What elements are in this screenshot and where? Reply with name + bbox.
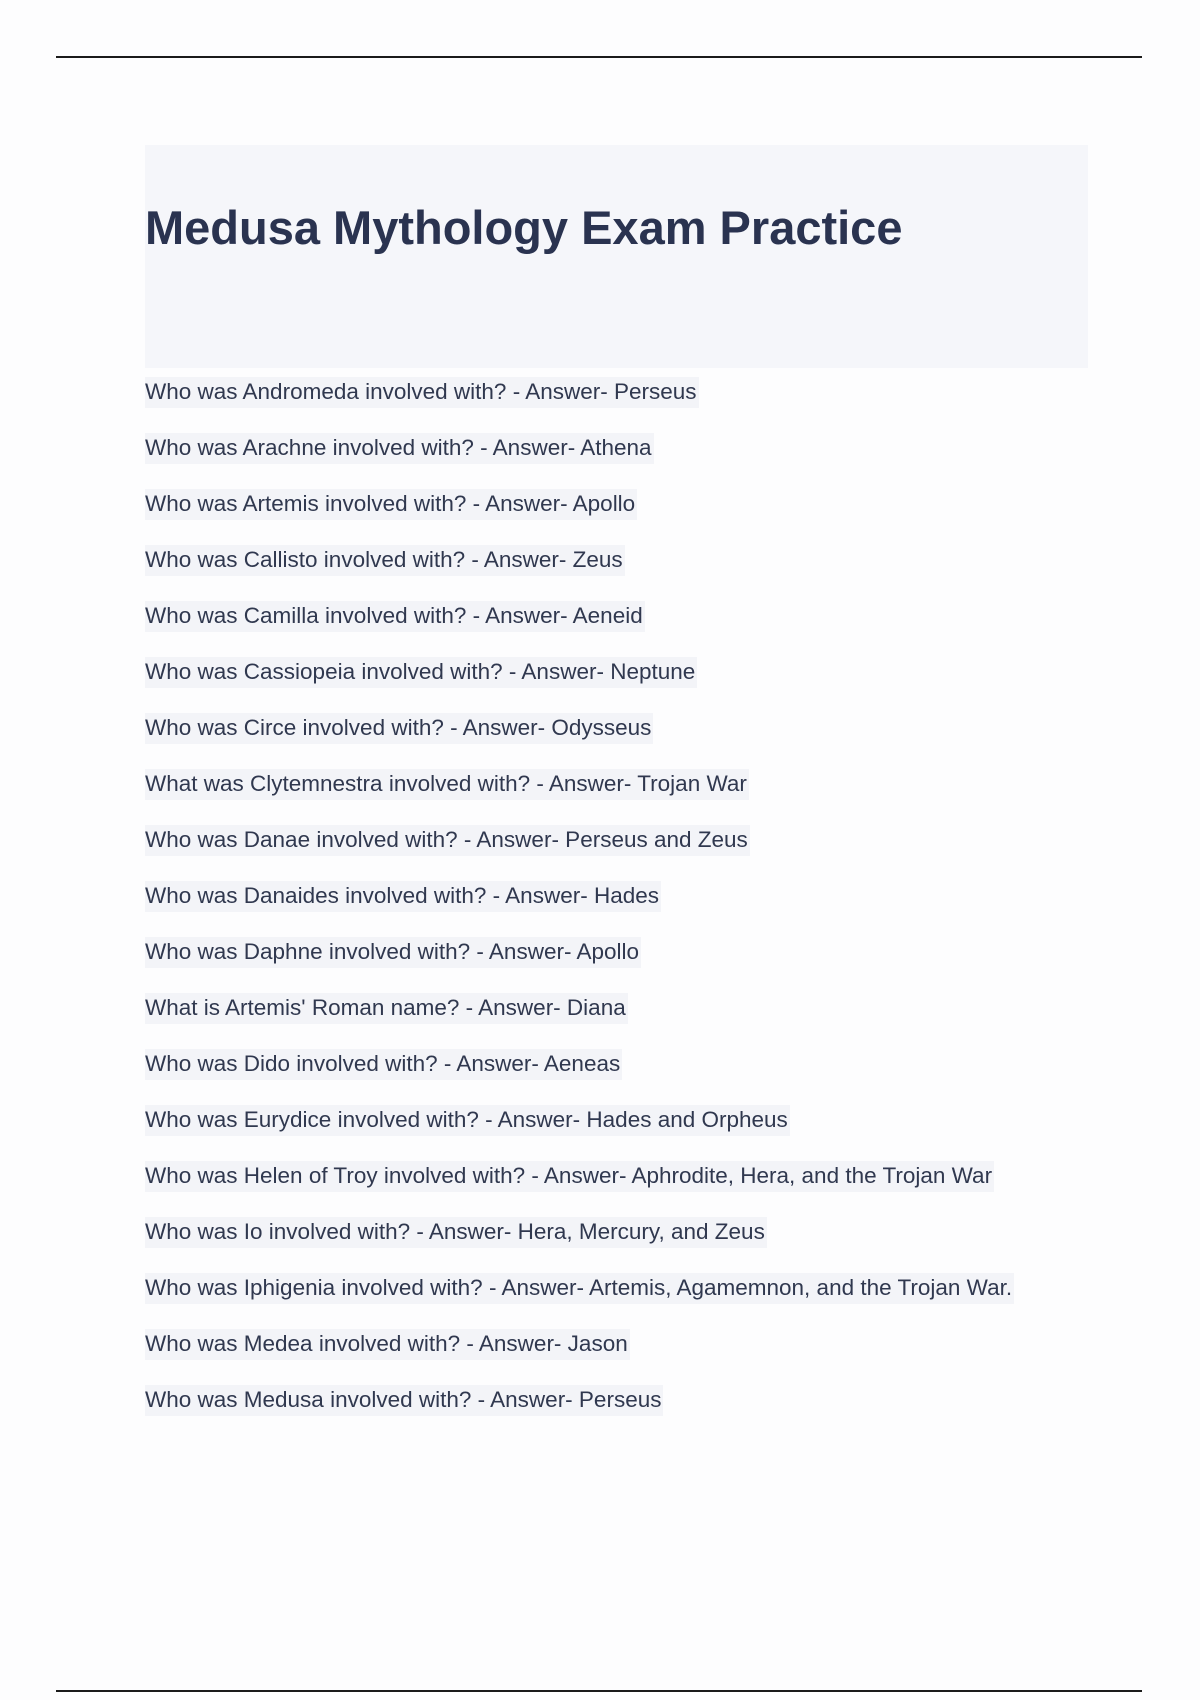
qa-item: [145, 1316, 1014, 1372]
qa-text: Who was Eurydice involved with? - Answer- Hades and Orpheus: [145, 1105, 790, 1136]
title-band: [145, 145, 1088, 368]
qa-item: [145, 868, 1014, 924]
bottom-rule: [56, 1690, 1142, 1692]
qa-item: [145, 1148, 1014, 1204]
qa-text: Who was Andromeda involved with? - Answer- Perseus: [145, 377, 699, 408]
qa-text: Who was Medea involved with? - Answer- Jason: [145, 1329, 630, 1360]
qa-item: [145, 1260, 1014, 1316]
qa-text: Who was Callisto involved with? - Answer- Zeus: [145, 545, 625, 576]
qa-text: What is Artemis' Roman name? - Answer- Diana: [145, 993, 628, 1024]
qa-item: [145, 700, 1014, 756]
qa-text: Who was Daphne involved with? - Answer- Apollo: [145, 937, 641, 968]
qa-text: Who was Cassiopeia involved with? - Answer- Neptune: [145, 657, 697, 688]
qa-item: [145, 812, 1014, 868]
page-title: Medusa Mythology Exam Practice: [145, 201, 903, 254]
qa-list: [145, 364, 1014, 1428]
qa-text: Who was Helen of Troy involved with? - Answer- Aphrodite, Hera, and the Trojan War: [145, 1161, 994, 1192]
qa-item: [145, 980, 1014, 1036]
qa-text: Who was Medusa involved with? - Answer- Perseus: [145, 1385, 663, 1416]
qa-item: [145, 1036, 1014, 1092]
qa-item: [145, 1372, 1014, 1428]
qa-text: What was Clytemnestra involved with? - Answer- Trojan War: [145, 769, 749, 800]
qa-item: [145, 532, 1014, 588]
qa-item: [145, 420, 1014, 476]
qa-item: [145, 756, 1014, 812]
qa-text: Who was Danaides involved with? - Answer- Hades: [145, 881, 661, 912]
qa-item: [145, 644, 1014, 700]
qa-item: [145, 924, 1014, 980]
qa-item: [145, 1204, 1014, 1260]
qa-item: [145, 1092, 1014, 1148]
qa-text: Who was Camilla involved with? - Answer- Aeneid: [145, 601, 645, 632]
qa-item: [145, 476, 1014, 532]
qa-text: Who was Circe involved with? - Answer- Odysseus: [145, 713, 653, 744]
qa-text: Who was Dido involved with? - Answer- Aeneas: [145, 1049, 622, 1080]
qa-text: Who was Iphigenia involved with? - Answer- Artemis, Agamemnon, and the Trojan War.: [145, 1273, 1014, 1304]
qa-text: Who was Danae involved with? - Answer- Perseus and Zeus: [145, 825, 750, 856]
qa-text: Who was Arachne involved with? - Answer- Athena: [145, 433, 654, 464]
qa-item: [145, 588, 1014, 644]
top-rule: [56, 56, 1142, 58]
qa-item: [145, 364, 1014, 420]
qa-text: Who was Io involved with? - Answer- Hera, Mercury, and Zeus: [145, 1217, 767, 1248]
qa-text: Who was Artemis involved with? - Answer- Apollo: [145, 489, 637, 520]
